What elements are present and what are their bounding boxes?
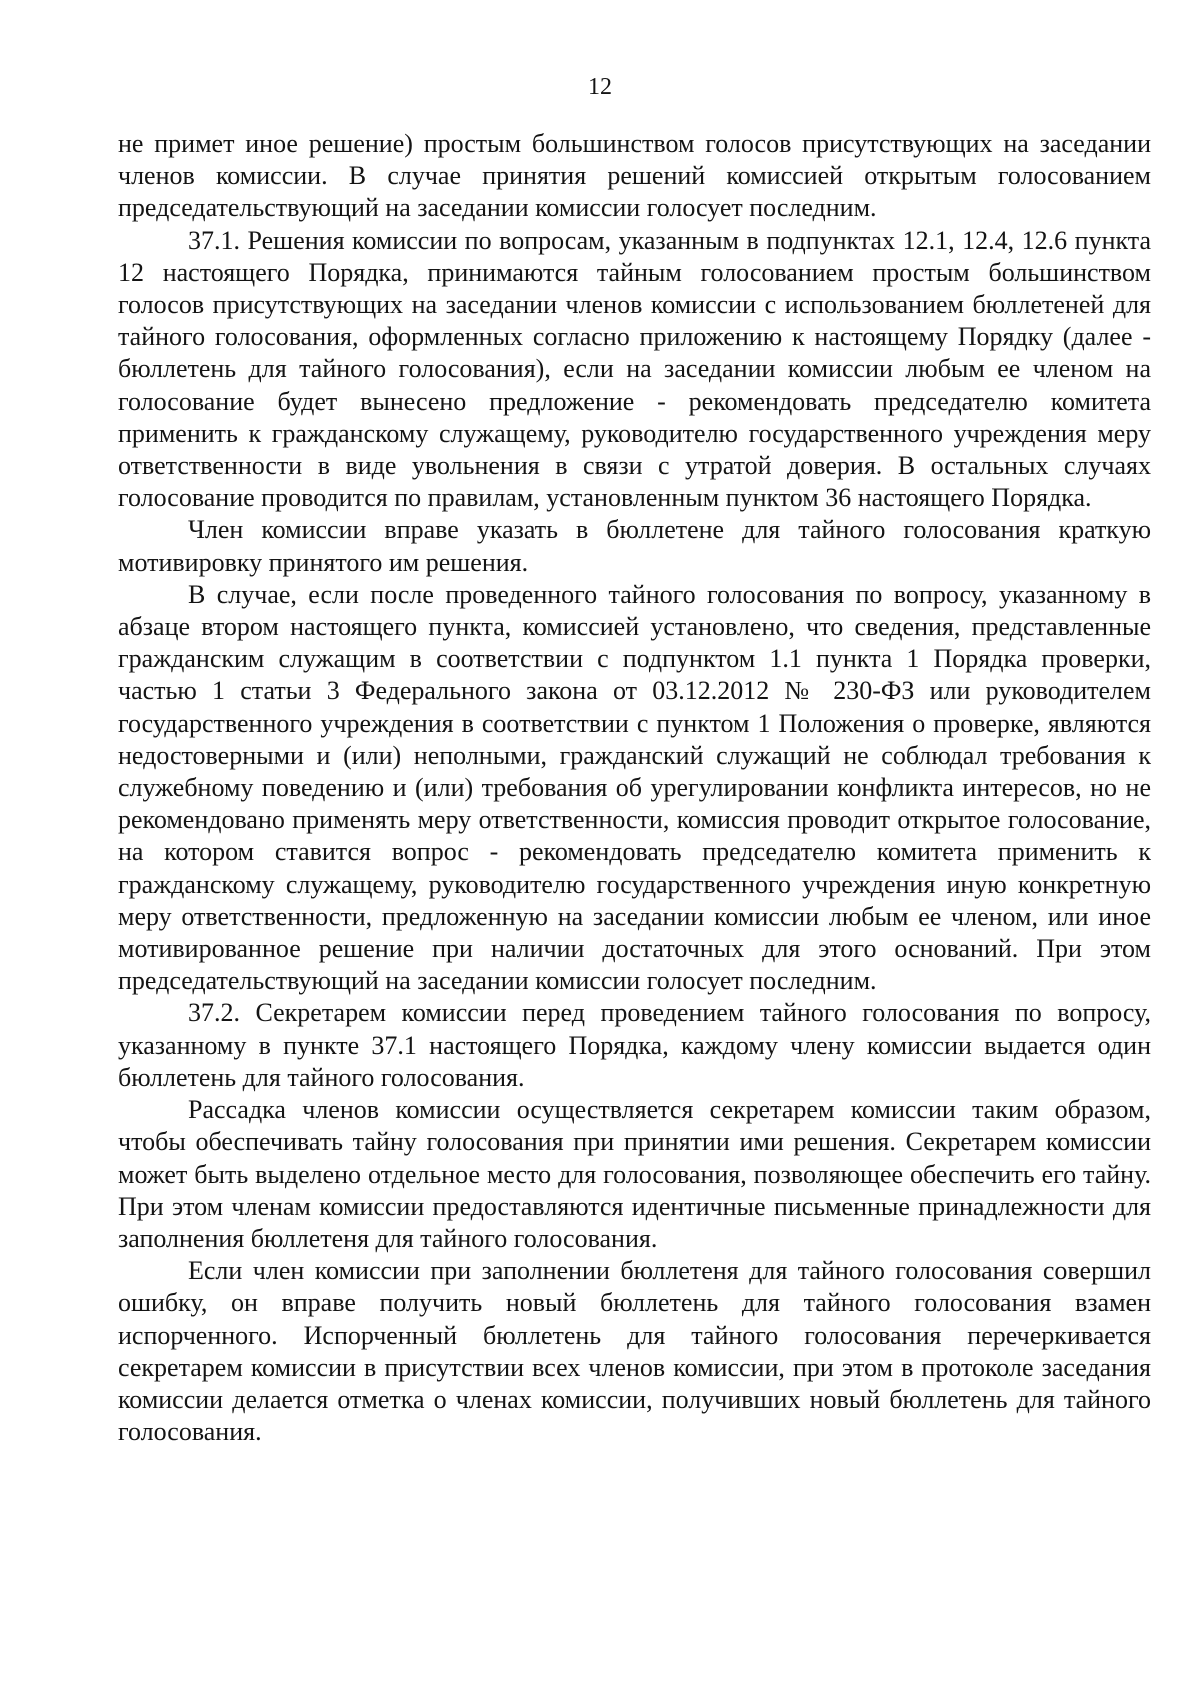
paragraph-continuation: не примет иное решение) простым большинством голосов присутствующих на заседании членов комиссии. В случае принятия решений комиссией открытым голосованием председательствующий на заседании комиссии голосует последним.: [118, 129, 1151, 223]
paragraph-37-2: 37.2. Секретарем комиссии перед проведением тайного голосования по вопросу, указанному в пункте 37.1 настоящего Порядка, каждому члену комиссии выдается один бюллетень для тайного голосования.: [118, 998, 1151, 1092]
paragraph-ballot-motivation: Член комиссии вправе указать в бюллетене для тайного голосования краткую мотивировку принятого им решения.: [118, 515, 1151, 577]
paragraph-seating: Рассадка членов комиссии осуществляется секретарем комиссии таким образом, чтобы обеспечивать тайну голосования при принятии ими решения. Секретарем комиссии может быть выделено отдельное место для голосования, позволяющее обеспечить его тайну. При этом членам комиссии предоставляются идентичные письменные принадлежности для заполнения бюллетеня для тайного голосования.: [118, 1095, 1151, 1253]
paragraph-open-vote: В случае, если после проведенного тайного голосования по вопросу, указанному в абзаце втором настоящего пункта, комиссией установлено, что сведения, представленные гражданским служащим в соответствии с подпунктом 1.1 пункта 1 Порядка проверки, частью 1 статьи 3 Федерального закона от 03.12.2012 № 230-ФЗ или руководителем государственного учреждения в соответствии с пунктом 1 Положения о проверке, являются недостоверными и (или) неполными, гражданский служащий не соблюдал требования к служебному поведению и (или) требования об урегулировании конфликта интересов, но не рекомендовано применять меру ответственности, комиссия проводит открытое голосование, на котором ставится вопрос - рекомендовать председателю комитета применить к гражданскому служащему, руководителю государственного учреждения иную конкретную меру ответственности, предложенную на заседании комиссии любым ее членом, или иное мотивированное решение при наличии достаточных для этого оснований. При этом председательствующий на заседании комиссии голосует последним.: [118, 579, 1151, 996]
paragraph-spoiled-ballot: Если член комиссии при заполнении бюллетеня для тайного голосования совершил ошибку, он вправе получить новый бюллетень для тайного голосования взамен испорченного. Испорченный бюллетень для тайного голосования перечеркивается секретарем комиссии в присутствии всех членов комиссии, при этом в протоколе заседания комиссии делается отметка о членах комиссии, получивших новый бюллетень для тайного голосования.: [118, 1256, 1151, 1447]
document-body: [118, 128, 1151, 1448]
page-number: 12: [588, 74, 612, 100]
paragraph-37-1: 37.1. Решения комиссии по вопросам, указанным в подпунктах 12.1, 12.4, 12.6 пункта 12 настоящего Порядка, принимаются тайным голосованием простым большинством голосов присутствующих на заседании членов комиссии с использованием бюллетеней для тайного голосования, оформленных согласно приложению к настоящему Порядку (далее - бюллетень для тайного голосования), если на заседании комиссии любым ее членом на голосование будет вынесено предложение - рекомендовать председателю комитета применить к гражданскому служащему, руководителю государственного учреждения меру ответственности в виде увольнения в связи с утратой доверия. В остальных случаях голосование проводится по правилам, установленным пунктом 36 настоящего Порядка.: [118, 225, 1151, 513]
